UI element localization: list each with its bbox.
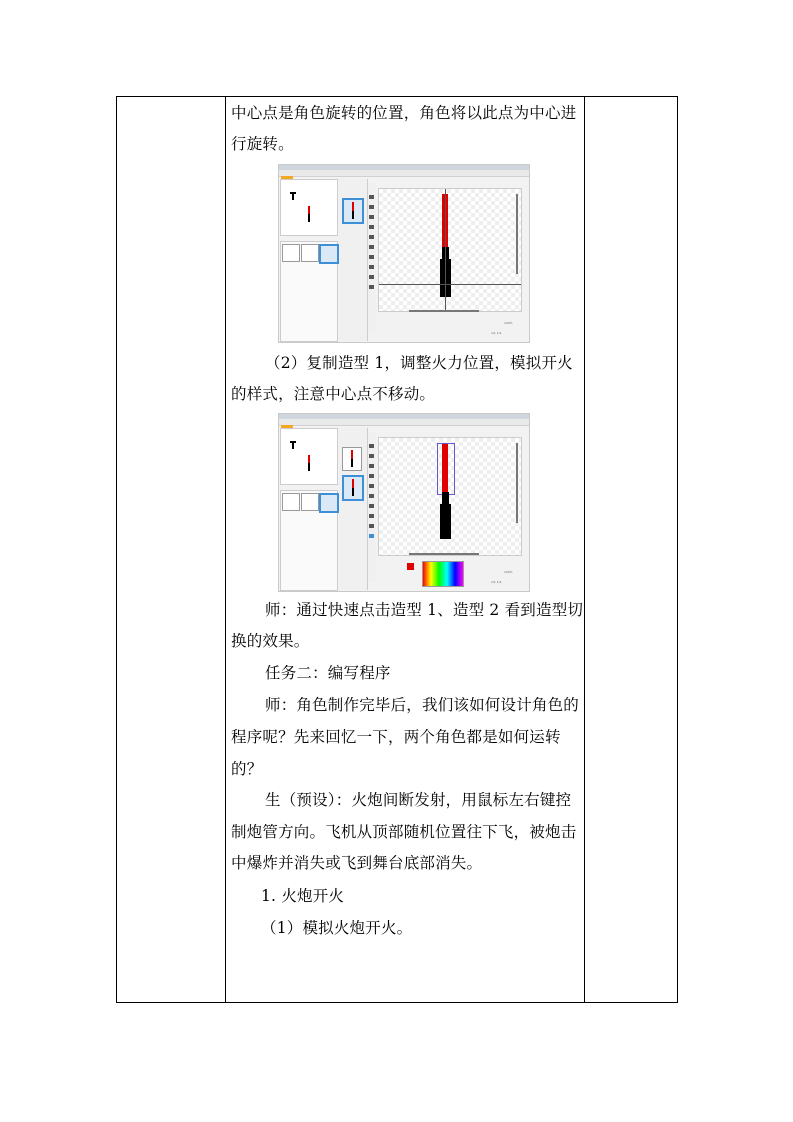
paint-tools-column — [368, 432, 376, 582]
paint-canvas — [378, 437, 522, 556]
cannon-barrel — [442, 492, 449, 504]
costume-2-thumb — [342, 475, 364, 501]
costume-list-pane — [339, 428, 368, 590]
sprite-thumb — [301, 493, 319, 511]
paragraph-simulate-fire: （1）模拟火炮开火。 — [261, 919, 413, 937]
center-hline — [379, 284, 521, 285]
paragraph-task-two: 任务二：编写程序 — [265, 664, 391, 682]
paint-canvas — [378, 188, 522, 312]
sprite-thumb — [301, 244, 319, 262]
fire-red-bar — [442, 444, 448, 492]
color-palette — [422, 561, 464, 587]
costume-1-thumb — [342, 198, 364, 224]
paragraph-teacher-question-end: 的？ — [231, 760, 263, 778]
menu-bar — [279, 170, 529, 177]
stage-thumb — [282, 493, 300, 511]
paragraph-teacher-switch-cont: 换的效果。 — [231, 632, 310, 650]
costume-list-pane — [339, 179, 368, 341]
paragraph-teacher-question-cont: 程序呢？先来回忆一下，两个角色都是如何运转 — [231, 728, 561, 746]
scratch-editor-screenshot-2 — [278, 413, 530, 592]
sprite-list-pane — [280, 241, 338, 342]
paragraph-copy-costume: （2）复制造型 1，调整火力位置，模拟开火 — [265, 354, 573, 372]
costume-1-thumb — [342, 447, 362, 471]
cursor-readout: 1/1 1/1 — [491, 580, 502, 584]
paragraph-student-answer: 生（预设）：火炮间断发射，用鼠标左右键控 — [265, 791, 572, 809]
zoom-readout: 100% — [504, 321, 513, 325]
cannon-body — [440, 504, 451, 539]
stage-preview — [280, 428, 338, 485]
paragraph-center-point: 中心点是角色旋转的位置，角色将以此点为中心进 — [231, 104, 577, 122]
paragraph-student-answer-end: 中爆炸并消失或飞到舞台底部消失。 — [231, 854, 483, 872]
selected-sprite-thumb — [319, 493, 339, 513]
paragraph-copy-costume-cont: 的样式，注意中心点不移动。 — [231, 385, 436, 403]
paint-tools-column — [368, 183, 376, 333]
stage-preview — [280, 179, 338, 236]
paragraph-center-point-cont: 行旋转。 — [231, 135, 294, 153]
selected-color-swatch — [407, 563, 414, 570]
column-divider-2 — [584, 97, 585, 1002]
paragraph-teacher-switch: 师：通过快速点击造型 1、造型 2 看到造型切 — [265, 601, 584, 619]
scratch-editor-screenshot-1 — [278, 164, 530, 343]
zoom-readout: 100% — [504, 570, 513, 574]
heading-cannon-fire: 1. 火炮开火 — [261, 887, 345, 905]
paragraph-student-answer-cont: 制炮管方向。飞机从顶部随机位置往下飞，被炮击 — [231, 823, 577, 841]
sprite-list-pane — [280, 490, 338, 591]
center-vline — [445, 189, 446, 311]
column-divider-1 — [225, 97, 226, 1002]
selected-sprite-thumb — [319, 244, 339, 264]
paragraph-teacher-question: 师：角色制作完毕后，我们该如何设计角色的 — [265, 696, 580, 714]
menu-bar — [279, 419, 529, 426]
cursor-readout: 1/1 1/1 — [491, 331, 502, 335]
stage-thumb — [282, 244, 300, 262]
